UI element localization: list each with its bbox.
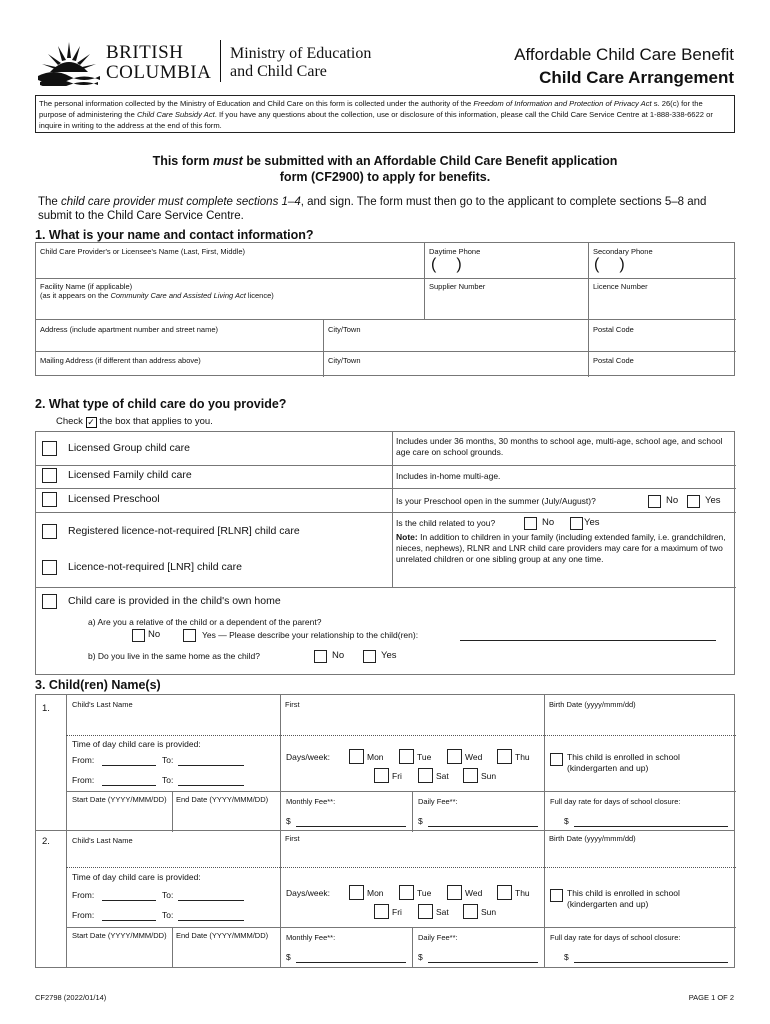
child-1-end-label: End Date (YYYY/MMM/DD) [176, 795, 269, 804]
daytime-phone-label: Daytime Phone [429, 247, 481, 256]
child-1-sun-label: Sun [481, 771, 497, 781]
child-1-birth-label: Birth Date (yyyy/mmm/dd) [549, 700, 636, 709]
ministry-line-2: and Child Care [230, 63, 327, 80]
child-1-from-2-input[interactable] [102, 785, 156, 786]
logo-wordmark [106, 43, 211, 83]
page-number: PAGE 1 OF 2 [688, 993, 734, 1002]
child-2-fullday-label: Full day rate for days of school closure: [550, 933, 681, 942]
preschool-no-label: No [666, 495, 679, 506]
facility-name-field[interactable] [36, 278, 424, 319]
section2-heading: 2. What type of child care do you provide? [35, 397, 287, 411]
city-field[interactable] [323, 319, 588, 351]
ministry-name [230, 45, 371, 81]
child-2-time-label: Time of day child care is provided: [72, 872, 201, 882]
child-1-fri-checkbox[interactable] [374, 768, 389, 783]
check-instruction-b: the box that applies to you. [99, 416, 213, 427]
same-home-yes-checkbox[interactable] [363, 650, 376, 663]
child-2-fullday-input[interactable] [574, 962, 728, 963]
notice-act-1: Freedom of Information and Protection of Privacy Act [473, 99, 652, 108]
notice-act-2: Child Care Subsidy Act [136, 110, 215, 119]
mailing-city-field[interactable] [323, 351, 588, 377]
section2-table [35, 431, 735, 675]
secondary-paren-close: ) [619, 256, 625, 273]
own-home-label: Child care is provided in the child's own home [68, 595, 281, 607]
mailing-city-label: City/Town [328, 356, 361, 365]
check-instruction [56, 416, 213, 428]
child-1-to-2-label: To: [162, 775, 174, 785]
type-lnr-label: Licence-not-required [LNR] child care [68, 561, 242, 573]
address-label: Address (include apartment number and street name) [40, 325, 219, 334]
child-2-fri-checkbox[interactable] [374, 904, 389, 919]
child-1-start-label: Start Date (YYYY/MMM/DD) [72, 795, 167, 804]
child-2-sat-checkbox[interactable] [418, 904, 433, 919]
child-1-tue-label: Tue [417, 752, 432, 762]
intro-p-b: , and sign. The form must then go to the applicant to complete sections 5–8 and submit to the Child Care Service Centre. [38, 196, 707, 222]
secondary-phone-label: Secondary Phone [593, 247, 653, 256]
rlnr-note [396, 532, 732, 565]
child-2-from-2-input[interactable] [102, 920, 156, 921]
licence-number-label: Licence Number [593, 282, 648, 291]
child-2-first-field[interactable] [280, 831, 544, 867]
child-2-thu-label: Thu [515, 888, 530, 898]
child-1-fullday-input[interactable] [574, 826, 728, 827]
child-1-wed-label: Wed [465, 752, 483, 762]
child-1-first-field[interactable] [280, 695, 544, 735]
child-2-from-1-label: From: [72, 890, 95, 900]
child-2-monthly-input[interactable] [296, 962, 406, 963]
child-1-start-field[interactable] [66, 791, 172, 832]
own-home-checkbox[interactable] [42, 594, 57, 609]
form-title: Affordable Child Care Benefit [514, 45, 734, 64]
child-1-number: 1. [42, 703, 50, 714]
child-2-thu-checkbox[interactable] [497, 885, 512, 900]
child-1-to-1-input[interactable] [178, 765, 244, 766]
child-2-daily-input[interactable] [428, 962, 538, 963]
child-2-tue-checkbox[interactable] [399, 885, 414, 900]
mailing-postal-label: Postal Code [593, 356, 634, 365]
child-2-to-1-label: To: [162, 890, 174, 900]
form-code: CF2798 (2022/01/14) [35, 993, 107, 1002]
note-family: Includes in-home multi-age. [396, 471, 501, 481]
facility-label-2a: (as it appears on the [40, 291, 111, 301]
related-question: Is the child related to you? [396, 518, 496, 528]
related-no-label: No [542, 517, 555, 528]
logo-divider [220, 40, 221, 82]
child-2-mon-label: Mon [367, 888, 384, 898]
child-2-from-2-label: From: [72, 910, 95, 920]
child-1-birth-field[interactable] [544, 695, 736, 735]
type-group-label: Licensed Group child care [68, 442, 190, 454]
question-b: b) Do you live in the same home as the child? [88, 651, 260, 661]
relative-yes-checkbox[interactable] [183, 629, 196, 642]
same-home-yes-label: Yes [381, 650, 397, 661]
child-1-thu-checkbox[interactable] [497, 749, 512, 764]
child-2-daily-dollar: $ [418, 952, 423, 962]
child-2-monthly-dollar: $ [286, 952, 291, 962]
relative-no-label: No [148, 629, 161, 640]
child-2-start-label: Start Date (YYYY/MMM/DD) [72, 931, 167, 940]
child-1-fullday-dollar: $ [564, 816, 569, 826]
postal-code-label: Postal Code [593, 325, 634, 334]
supplier-number-field[interactable] [424, 278, 588, 319]
child-2-monthly-label: Monthly Fee**: [286, 933, 336, 942]
child-1-from-2-label: From: [72, 775, 95, 785]
note-group: Includes under 36 months, 30 months to school age, multi-age, school age, and school age care on school grounds. [396, 436, 723, 458]
type-preschool-checkbox[interactable] [42, 492, 57, 507]
child-2-first-label: First [285, 834, 300, 843]
child-1-mon-label: Mon [367, 752, 384, 762]
checked-box-icon: ✓ [87, 417, 95, 427]
child-2-sun-checkbox[interactable] [463, 904, 478, 919]
relative-yes-label: Yes — Please describe your relationship to the child(ren): [202, 630, 419, 640]
child-2-daily-label: Daily Fee**: [418, 933, 458, 942]
type-family-checkbox[interactable] [42, 468, 57, 483]
child-2-start-field[interactable] [66, 927, 172, 968]
notice-text-2: s. 26(c) for the purpose of administering the [39, 99, 703, 119]
intro-line2: form (CF2900) to apply for benefits. [279, 170, 491, 184]
intro-paragraph [38, 195, 738, 223]
note-text: In addition to children in your family (including extended family, i.e. grandchildren, nieces, nephews), RLNR and LNR child care providers may care for a maximum of two unrelated children or one sibling group at any one time. [396, 532, 726, 565]
child-2-to-1-input[interactable] [178, 900, 244, 901]
child-1-monthly-label: Monthly Fee**: [286, 797, 336, 806]
type-family-label: Licensed Family child care [68, 469, 192, 481]
child-2-wed-label: Wed [465, 888, 483, 898]
child-1-monthly-input[interactable] [296, 826, 406, 827]
child-1-last-name-field[interactable] [66, 695, 280, 735]
child-1-enrolled-checkbox[interactable] [550, 753, 563, 766]
child-2-last-name-field[interactable] [66, 831, 280, 867]
notice-text-1: The personal information collected by the Ministry of Education and Child Care on this form is collected under the authority of the [39, 99, 474, 108]
section1-table [35, 242, 735, 376]
section3-heading: 3. Child(ren) Name(s) [35, 678, 161, 692]
licence-number-field[interactable] [588, 278, 736, 319]
intro-p-italic: child care provider must complete sections 1–4 [61, 196, 301, 208]
child-1-wed-checkbox[interactable] [447, 749, 462, 764]
privacy-notice [35, 95, 735, 133]
supplier-number-label: Supplier Number [429, 282, 486, 291]
check-instruction-a: Check [56, 416, 83, 427]
ministry-line-1: Ministry of Education [230, 45, 372, 62]
child-2-block [35, 831, 735, 968]
child-1-daily-input[interactable] [428, 826, 538, 827]
daytime-paren-close: ) [456, 256, 462, 273]
same-home-no-label: No [332, 650, 345, 661]
facility-label-line1: Facility Name (if applicable) [40, 282, 133, 291]
intro-heading [35, 153, 735, 185]
intro-must: must [212, 154, 243, 168]
preschool-yes-checkbox[interactable] [687, 495, 700, 508]
notice-text-3: . If you have any questions about the collection, use or disclosure of this information, please call the Child Care Service Centre at 1-888-338-6622 or inquire in writing to the address at the end of this form. [39, 110, 713, 130]
intro-p-a: The [38, 196, 62, 208]
child-2-from-1-input[interactable] [102, 900, 156, 901]
logo-line-british: BRITISH [106, 42, 184, 63]
preschool-yes-label: Yes [705, 495, 721, 506]
child-1-monthly-dollar: $ [286, 816, 291, 826]
note-label: Note: [396, 532, 418, 542]
child-2-last-name-label: Child's Last Name [72, 836, 133, 845]
address-field[interactable] [36, 319, 323, 351]
child-2-tue-label: Tue [417, 888, 432, 898]
postal-code-field[interactable] [588, 319, 736, 351]
child-1-end-field[interactable] [172, 791, 280, 832]
child-2-to-2-input[interactable] [178, 920, 244, 921]
child-2-end-field[interactable] [172, 927, 280, 968]
child-2-fullday-dollar: $ [564, 952, 569, 962]
type-rlnr-label: Registered licence-not-required [RLNR] child care [68, 525, 300, 537]
type-rlnr-checkbox[interactable] [42, 524, 57, 539]
child-1-daily-dollar: $ [418, 816, 423, 826]
facility-label-act: Community Care and Assisted Living Act [110, 291, 246, 301]
child-2-mon-checkbox[interactable] [349, 885, 364, 900]
bc-logo [36, 38, 102, 86]
child-1-to-1-label: To: [162, 755, 174, 765]
child-1-thu-label: Thu [515, 752, 530, 762]
mailing-postal-field[interactable] [588, 351, 736, 377]
child-2-wed-checkbox[interactable] [447, 885, 462, 900]
city-label: City/Town [328, 325, 361, 334]
daytime-paren-open: ( [431, 256, 437, 273]
child-2-end-label: End Date (YYYY/MMM/DD) [176, 931, 269, 940]
child-2-days-label: Days/week: [286, 888, 330, 898]
related-no-checkbox[interactable] [524, 517, 537, 530]
child-1-from-1-label: From: [72, 755, 95, 765]
type-group-checkbox[interactable] [42, 441, 57, 456]
intro-line1a: This form [152, 154, 213, 168]
related-yes-label: Yes [584, 517, 600, 528]
child-1-time-label: Time of day child care is provided: [72, 739, 201, 749]
secondary-paren-open: ( [594, 256, 600, 273]
child-1-block [35, 694, 735, 831]
child-1-to-2-input[interactable] [178, 785, 244, 786]
child-1-sat-checkbox[interactable] [418, 768, 433, 783]
child-1-sun-checkbox[interactable] [463, 768, 478, 783]
form-subtitle: Child Care Arrangement [539, 68, 734, 87]
child-1-from-1-input[interactable] [102, 765, 156, 766]
preschool-no-checkbox[interactable] [648, 495, 661, 508]
child-1-daily-label: Daily Fee**: [418, 797, 458, 806]
child-1-fullday-label: Full day rate for days of school closure: [550, 797, 681, 806]
same-home-no-checkbox[interactable] [314, 650, 327, 663]
child-1-first-label: First [285, 700, 300, 709]
child-1-days-label: Days/week: [286, 752, 330, 762]
preschool-question: Is your Preschool open in the summer (July/August)? [396, 496, 596, 506]
child-2-enrolled-checkbox[interactable] [550, 889, 563, 902]
child-1-tue-checkbox[interactable] [399, 749, 414, 764]
child-2-sat-label: Sat [436, 907, 449, 917]
relationship-input[interactable] [460, 640, 716, 641]
child-1-last-name-label: Child's Last Name [72, 700, 133, 709]
facility-label-2b: licence) [245, 291, 274, 301]
child-2-to-2-label: To: [162, 910, 174, 920]
child-2-enrolled-label: This child is enrolled in school (kindergarten and up) [567, 888, 680, 910]
logo-line-columbia: COLUMBIA [106, 62, 212, 83]
provider-name-field[interactable] [36, 243, 424, 278]
child-1-mon-checkbox[interactable] [349, 749, 364, 764]
type-lnr-checkbox[interactable] [42, 560, 57, 575]
sun-mountain-logo-icon [36, 38, 102, 86]
mailing-address-label: Mailing Address (if different than address above) [40, 356, 201, 365]
type-preschool-label: Licensed Preschool [68, 493, 160, 505]
provider-name-label: Child Care Provider's or Licensee's Name (Last, First, Middle) [40, 247, 246, 256]
intro-line1b: be submitted with an Affordable Child Care Benefit application [242, 154, 618, 168]
related-yes-checkbox[interactable] [570, 517, 583, 530]
child-2-sun-label: Sun [481, 907, 497, 917]
child-2-fri-label: Fri [392, 907, 402, 917]
section1-heading: 1. What is your name and contact information? [35, 228, 314, 242]
child-1-fri-label: Fri [392, 771, 402, 781]
child-2-birth-label: Birth Date (yyyy/mmm/dd) [549, 834, 636, 843]
child-1-enrolled-label: This child is enrolled in school (kindergarten and up) [567, 752, 680, 774]
daytime-phone-field[interactable] [431, 256, 581, 274]
child-2-birth-field[interactable] [544, 831, 736, 867]
relative-no-checkbox[interactable] [132, 629, 145, 642]
secondary-phone-field[interactable] [594, 256, 729, 274]
mailing-address-field[interactable] [36, 351, 323, 377]
child-1-sat-label: Sat [436, 771, 449, 781]
child-2-number: 2. [42, 836, 50, 847]
question-a: a) Are you a relative of the child or a dependent of the parent? [88, 617, 322, 627]
